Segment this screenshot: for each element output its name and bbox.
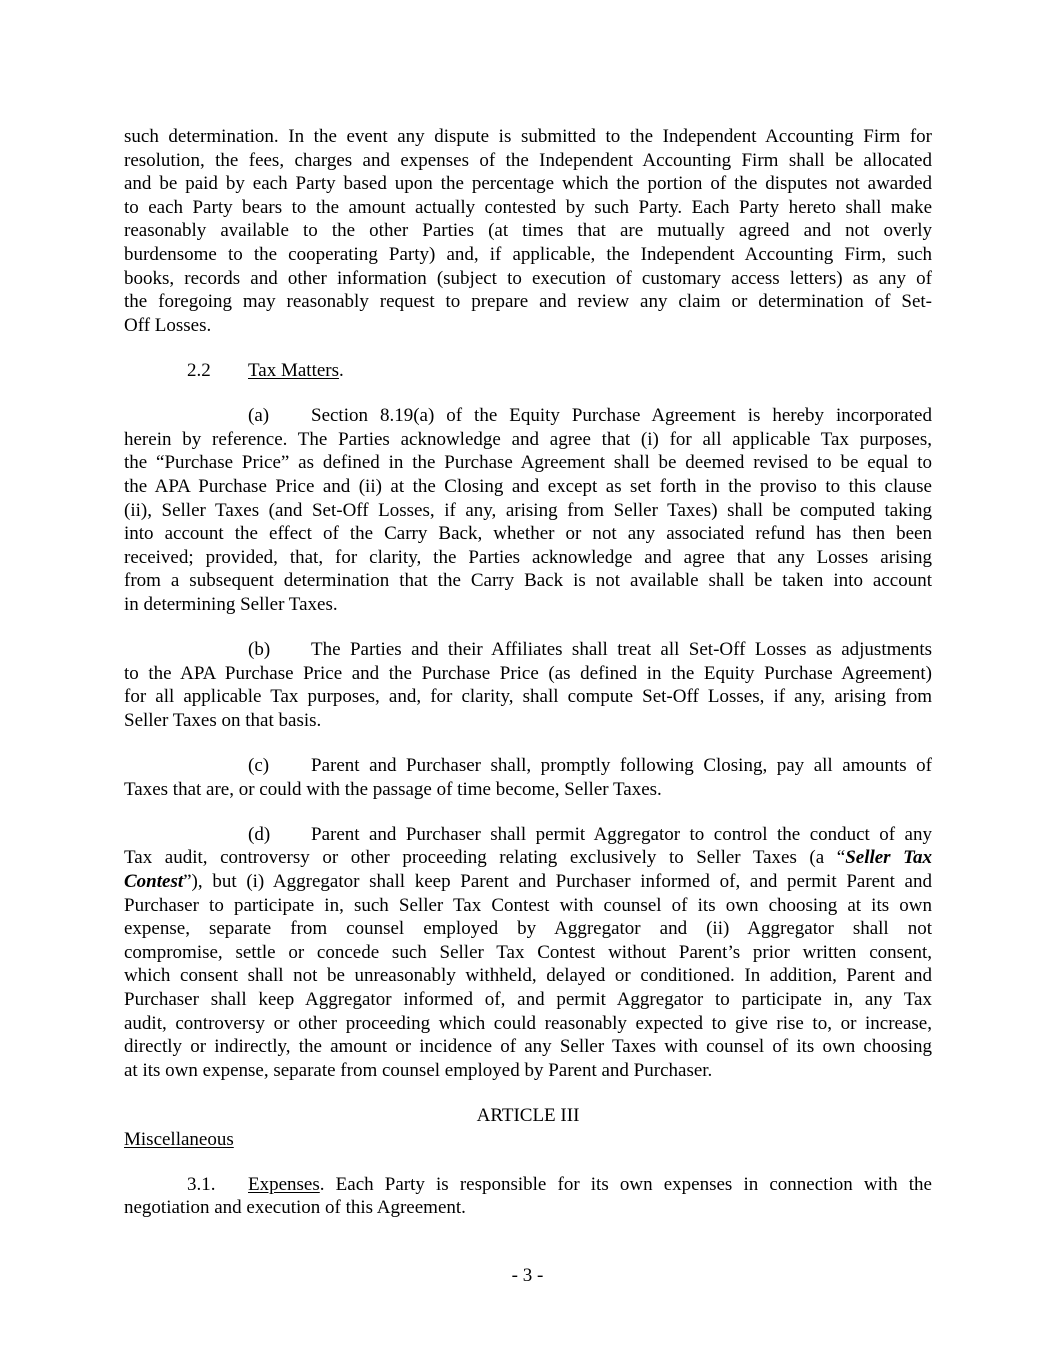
text-line: and be paid by each Party based upon the percentage which the portion of the disputes not awarded xyxy=(124,173,932,195)
text-segment: . xyxy=(339,359,344,381)
text-line xyxy=(124,823,932,847)
text-line: such determination. In the event any dispute is submitted to the Independent Accounting Firm for xyxy=(124,126,932,147)
paragraph xyxy=(124,823,932,1083)
text-line: Taxes that are, or could with the passage of time become, Seller Taxes. xyxy=(124,778,662,800)
paragraph xyxy=(124,404,932,616)
text-line: in determining Seller Taxes. xyxy=(124,593,338,615)
text-line: Purchaser shall keep Aggregator informed of, and permit Aggregator to participate in, any Tax xyxy=(124,988,932,1010)
text-segment: The Parties and their Affiliates shall treat all Set-Off Losses as adjustments xyxy=(311,639,932,661)
text-segment: ”), but (i) Aggregator shall keep Parent and Purchaser informed of, and permit Parent and xyxy=(183,871,932,892)
text-segment: Parent and Purchaser shall permit Aggregator to control the conduct of any xyxy=(311,823,932,845)
text-line: into account the effect of the Carry Back, whether or not any associated refund has then been xyxy=(124,523,932,545)
paragraph xyxy=(124,125,932,337)
text-line: negotiation and execution of this Agreement. xyxy=(124,1197,466,1219)
text-line: from a subsequent determination that the Carry Back is not available shall be taken into account xyxy=(124,570,932,592)
text-line xyxy=(124,1173,932,1197)
text-line: books, records and other information (subject to execution of customary access letters) as any of xyxy=(124,267,932,289)
text-line: Purchaser to participate in, such Seller Tax Contest with counsel of its own choosing at its own xyxy=(124,894,932,916)
text-line: expense, separate from counsel employed by Aggregator and (ii) Aggregator shall not xyxy=(124,918,932,940)
subsection-label: (d) xyxy=(248,823,271,845)
text-line xyxy=(124,638,932,662)
text-line: to each Party bears to the amount actually contested by such Party. Each Party hereto shall make xyxy=(124,196,932,218)
text-line xyxy=(124,870,932,894)
paragraph xyxy=(124,754,932,801)
text-line: the APA Purchase Price and (ii) at the Closing and except as set forth in the proviso to this clause xyxy=(124,475,932,497)
text-line: herein by reference. The Parties acknowledge and agree that (i) for all applicable Tax purposes, xyxy=(124,428,932,450)
text-line: which consent shall not be unreasonably withheld, delayed or conditioned. In addition, Parent and xyxy=(124,965,932,987)
text-line: Off Losses. xyxy=(124,314,212,336)
text-segment: Tax audit, controversy or other proceeding relating exclusively to Seller Taxes (a “ xyxy=(124,847,846,869)
paragraph xyxy=(124,638,932,732)
text-line xyxy=(124,754,932,778)
text-line: (ii), Seller Taxes (and Set-Off Losses, if any, arising from Seller Taxes) shall be computed taking xyxy=(124,499,932,521)
text-line: directly or indirectly, the amount or incidence of any Seller Taxes with counsel of its own choosing xyxy=(124,1036,932,1058)
text-line: compromise, settle or concede such Seller Tax Contest without Parent’s prior written consent, xyxy=(124,941,932,963)
section-heading: Expenses xyxy=(248,1173,320,1195)
text-line: the foregoing may reasonably request to prepare and review any claim or determination of Set- xyxy=(124,291,932,313)
subsection-label: (b) xyxy=(248,639,271,661)
page-number: - 3 - xyxy=(511,1265,544,1286)
subsection-label: (c) xyxy=(248,755,270,777)
document-page xyxy=(124,125,932,1242)
paragraph xyxy=(124,359,932,383)
defined-term: Seller Tax xyxy=(845,847,932,869)
text-line: at its own expense, separate from counsel employed by Parent and Purchaser. xyxy=(124,1059,713,1081)
section-number: 3.1. xyxy=(187,1173,216,1195)
text-segment: Section 8.19(a) of the Equity Purchase Agreement is hereby incorporated xyxy=(311,405,932,427)
text-line: reasonably available to the other Parties (at times that are mutually agreed and not overly xyxy=(124,220,932,242)
text-line: burdensome to the cooperating Party) and, if applicable, the Independent Accounting Firm, such xyxy=(124,243,932,265)
text-line: the “Purchase Price” as defined in the Purchase Agreement shall be deemed revised to be equal to xyxy=(124,452,932,474)
subsection-label: (a) xyxy=(248,405,270,427)
text-line: for all applicable Tax purposes, and, for clarity, shall compute Set-Off Losses, if any, arising from xyxy=(124,686,932,708)
text-line: to the APA Purchase Price and the Purchase Price (as defined in the Equity Purchase Agreement) xyxy=(124,662,932,684)
text-segment: Parent and Purchaser shall, promptly following Closing, pay all amounts of xyxy=(311,755,932,777)
section-heading: Tax Matters xyxy=(248,359,340,381)
defined-term: Contest xyxy=(124,871,184,892)
text-segment: . Each Party is responsible for its own expenses in connection with the xyxy=(319,1173,932,1195)
text-line xyxy=(124,404,932,428)
article-heading xyxy=(124,1104,932,1151)
text-line: ARTICLE III xyxy=(476,1104,580,1126)
text-line: Seller Taxes on that basis. xyxy=(124,709,322,731)
section-heading: Miscellaneous xyxy=(124,1128,234,1150)
paragraph xyxy=(124,1173,932,1220)
section-number: 2.2 xyxy=(187,359,211,381)
text-line: audit, controversy or other proceeding which could reasonably expected to give rise to, or increase, xyxy=(124,1012,932,1034)
text-line xyxy=(124,359,932,383)
text-line xyxy=(124,846,932,870)
text-line: resolution, the fees, charges and expenses of the Independent Accounting Firm shall be allocated xyxy=(124,149,932,171)
text-line: received; provided, that, for clarity, the Parties acknowledge and agree that any Losses arising xyxy=(124,546,932,568)
text-line xyxy=(124,1128,932,1152)
